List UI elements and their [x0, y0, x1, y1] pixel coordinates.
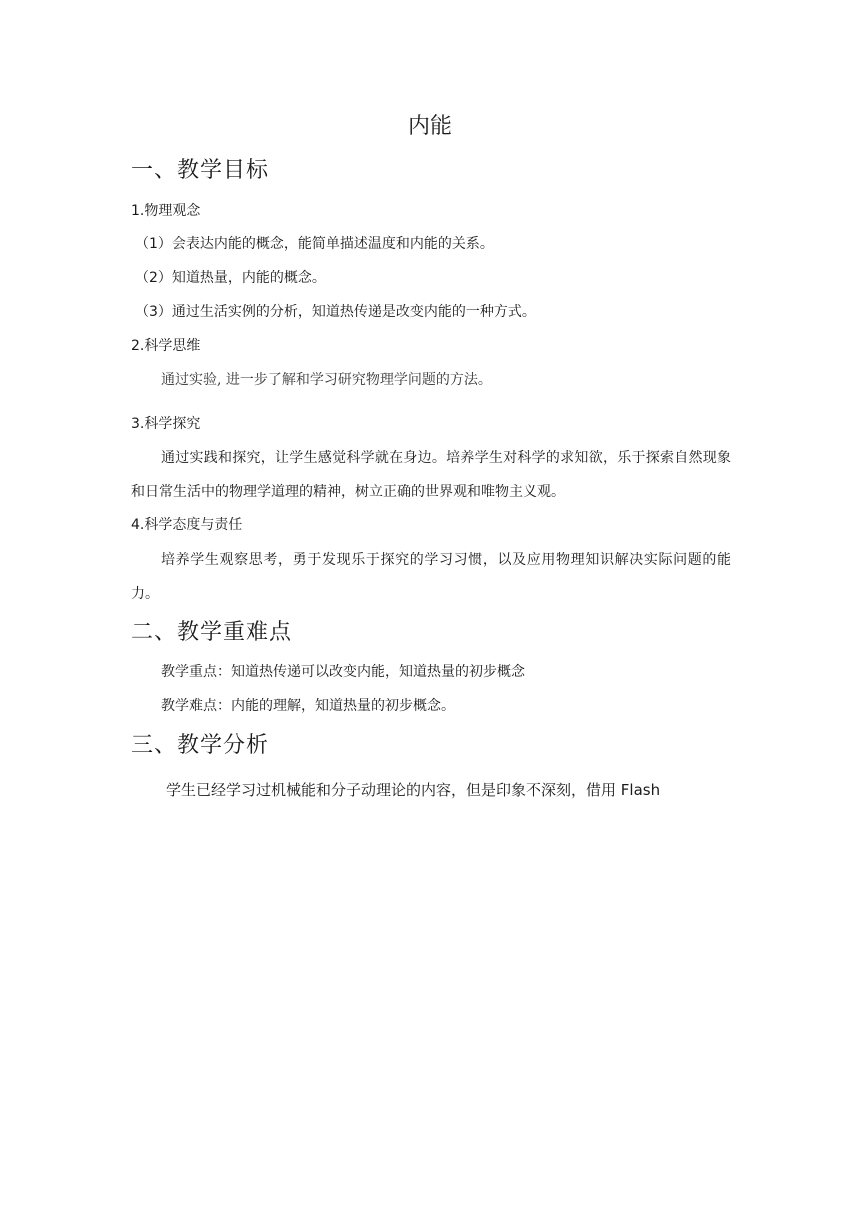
scientific-thinking-text: 通过实验, 进一步了解和学习研究物理学问题的方法。 — [161, 372, 492, 388]
key-point-focus: 教学重点：知道热传递可以改变内能，知道热量的初步概念 — [161, 664, 525, 680]
subheading-scientific-thinking: 2.科学思维 — [131, 338, 201, 354]
document-title: 内能 — [407, 114, 452, 139]
attitude-text: 培养学生观察思考，勇于发现乐于探究的学习习惯，以及应用物理知识解决实际问题的能力。 — [131, 552, 731, 602]
subheading-attitude: 4.科学态度与责任 — [131, 517, 243, 533]
scientific-inquiry-text: 通过实践和探究，让学生感觉科学就在身边。培养学生对科学的求知欲，乐于探索自然现象和日常生活中的物理学道理的精神，树立正确的世界观和唯物主义观。 — [131, 450, 731, 500]
section-heading-analysis: 三、教学分析 — [131, 733, 270, 758]
goal-item-1: （1）会表达内能的概念，能简单描述温度和内能的关系。 — [135, 236, 494, 252]
subheading-scientific-inquiry: 3.科学探究 — [131, 416, 201, 432]
analysis-text: 学生已经学习过机械能和分子动理论的内容，但是印象不深刻，借用 Flash — [166, 781, 661, 799]
subheading-physics-concept: 1.物理观念 — [131, 203, 201, 219]
goal-item-3: （3）通过生活实例的分析，知道热传递是改变内能的一种方式。 — [135, 304, 536, 320]
key-point-difficulty: 教学难点：内能的理解，知道热量的初步概念。 — [161, 698, 455, 714]
goal-item-2: （2）知道热量，内能的概念。 — [135, 270, 326, 286]
section-heading-goals: 一、教学目标 — [131, 158, 270, 183]
section-heading-key-points: 二、教学重难点 — [131, 620, 293, 645]
